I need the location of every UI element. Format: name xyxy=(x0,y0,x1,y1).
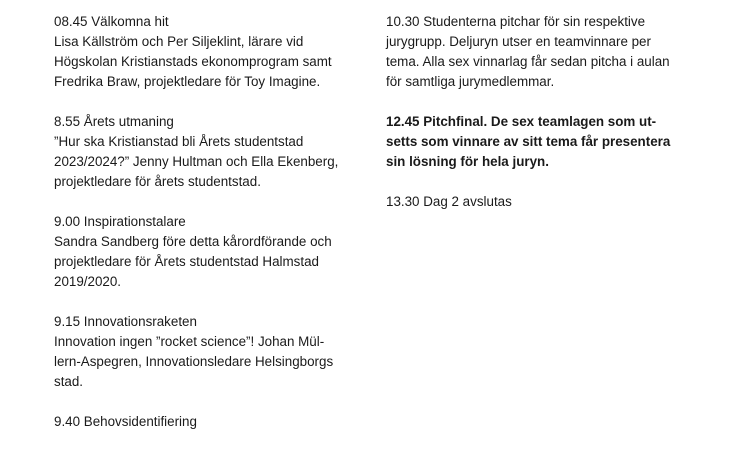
agenda-line: Lisa Källström och Per Siljeklint, lärare vid xyxy=(54,34,304,49)
agenda-line: tema. Alla sex vinnarlag får sedan pitcha i aulan xyxy=(386,54,670,69)
agenda-line: för samtliga jurymedlemmar. xyxy=(386,74,555,89)
agenda-line: setts som vinnare av sitt tema får presentera xyxy=(386,134,671,149)
right-column xyxy=(386,12,706,232)
agenda-item-inspiration xyxy=(54,212,369,292)
agenda-line: sin lösning för hela juryn. xyxy=(386,154,549,169)
agenda-line: lern-Aspegren, Innovationsledare Helsingborgs xyxy=(54,354,334,369)
agenda-item-welcome xyxy=(54,12,369,92)
agenda-line: stad. xyxy=(54,374,84,389)
agenda-line: Sandra Sandberg före detta kårordförande och xyxy=(54,234,332,249)
agenda-item-pitch-final xyxy=(386,112,706,172)
agenda-line: Högskolan Kristianstads ekonomprogram samt xyxy=(54,54,332,69)
agenda-item-end xyxy=(386,192,706,212)
agenda-line: 9.00 Inspirationstalare xyxy=(54,214,186,229)
agenda-line: 2019/2020. xyxy=(54,274,122,289)
agenda-item-needs xyxy=(54,412,369,432)
agenda-line: Fredrika Braw, projektledare för Toy Imagine. xyxy=(54,74,321,89)
agenda-item-innovation xyxy=(54,312,369,392)
agenda-line: 12.45 Pitchfinal. De sex teamlagen som ut- xyxy=(386,114,657,129)
agenda-line: ”Hur ska Kristianstad bli Årets studentstad xyxy=(54,134,304,149)
agenda-line: 8.55 Årets utmaning xyxy=(54,114,174,129)
left-column xyxy=(54,12,369,452)
agenda-line: 2023/2024?” Jenny Hultman och Ella Ekenberg, xyxy=(54,154,339,169)
agenda-line: projektledare för Årets studentstad Halmstad xyxy=(54,254,319,269)
agenda-line: 13.30 Dag 2 avslutas xyxy=(386,194,512,209)
agenda-line: jurygrupp. Deljuryn utser en teamvinnare per xyxy=(386,34,651,49)
agenda-line: projektledare för årets studentstad. xyxy=(54,174,261,189)
agenda-item-pitch xyxy=(386,12,706,92)
agenda-line: 9.15 Innovationsraketen xyxy=(54,314,197,329)
agenda-line: 9.40 Behovsidentifiering xyxy=(54,414,197,429)
agenda-line: 08.45 Välkomna hit xyxy=(54,14,169,29)
agenda-line: Innovation ingen ”rocket science”! Johan Mül- xyxy=(54,334,325,349)
agenda-line: 10.30 Studenterna pitchar för sin respektive xyxy=(386,14,646,29)
agenda-item-challenge xyxy=(54,112,369,192)
